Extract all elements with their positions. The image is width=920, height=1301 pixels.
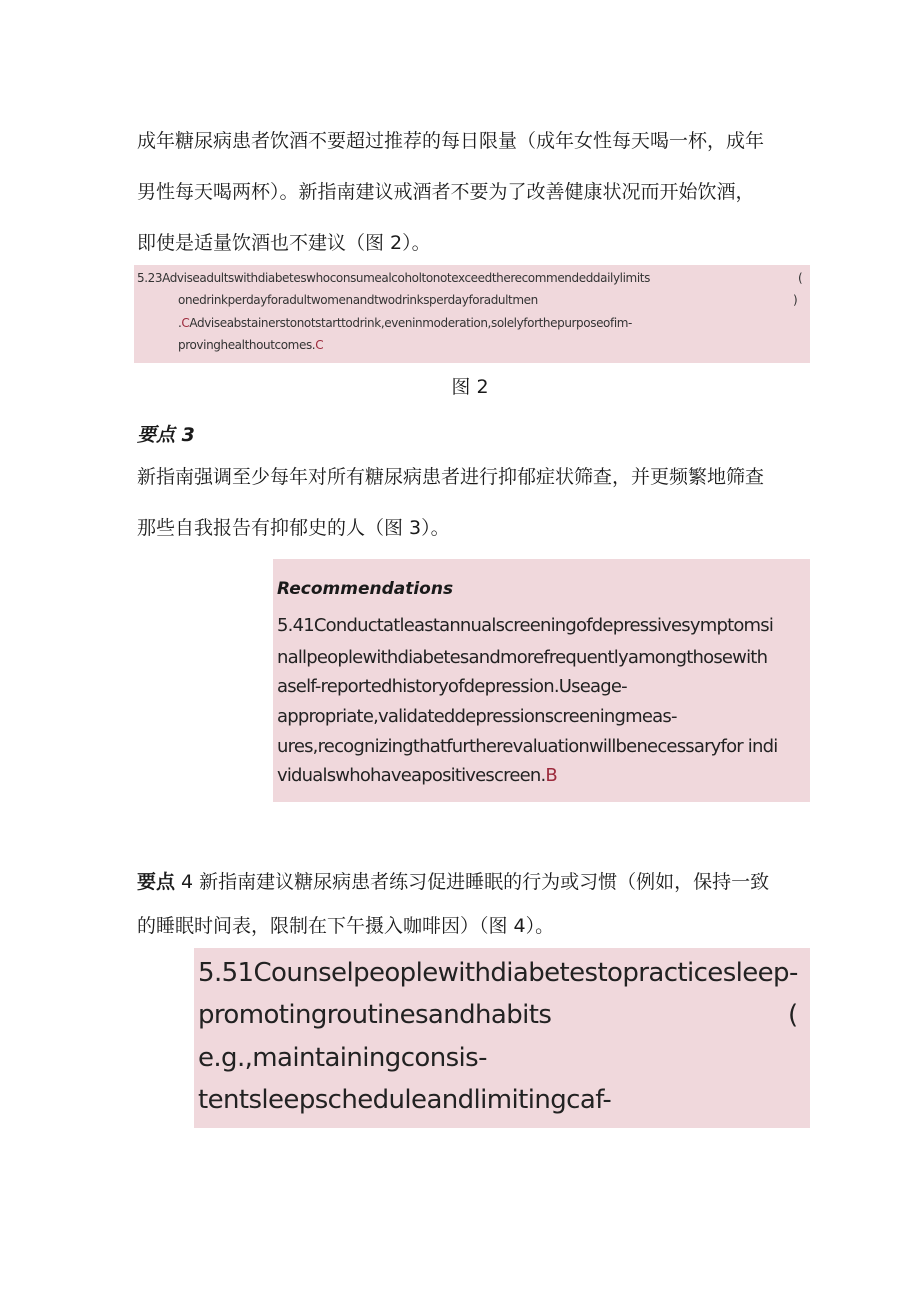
rec-line: e.g.,maintainingconsis- [198,1043,487,1073]
rec-line: aself-reportedhistoryofdepression.Useage- [277,676,627,697]
point-4-line: 要点 4 新指南建议糖尿病患者练习促进睡眠的行为或习惯（例如，保持一致 [137,871,770,893]
rec-line: appropriate,validateddepressionscreeningmeas- [277,706,677,727]
rec-line: nallpeoplewithdiabetesandmorefrequentlyamongthosewith [277,647,768,668]
point-4-line: 的睡眠时间表，限制在下午摄入咖啡因）（图 4）。 [137,915,555,937]
figure-2-recommendation-box [134,265,810,363]
rec-line: tentsleepscheduleandlimitingcaf- [198,1085,612,1115]
intro-line: 成年糖尿病患者饮酒不要超过推荐的每日限量（成年女性每天喝一杯，成年 [137,130,765,152]
rec-line: vidualswhohaveapositivescreen.B [277,765,557,786]
point-3-paragraph [137,452,802,554]
rec-line: provinghealthoutcomes.C [178,338,324,352]
point-3-line: 那些自我报告有抑郁史的人（图 3）。 [137,517,450,539]
recommendations-title: Recommendations [277,579,454,599]
point-3-line: 新指南强调至少每年对所有糖尿病患者进行抑郁症状筛查，并更频繁地筛查 [137,466,765,488]
figure-2-caption: 图 2 [451,376,489,398]
paren-close: ) [793,293,798,307]
figure-4-recommendation-box [194,948,810,1128]
point-4-paragraph [137,860,802,948]
rec-line: onedrinkperdayforadultwomenandtwodrinksperdayforadultmen [178,293,538,307]
intro-paragraph [137,116,802,269]
evidence-grade: C [181,316,190,330]
paren-open: ( [798,271,803,285]
rec-line: ures,recognizingthatfurtherevaluationwillbenecessaryfor indi [277,736,778,757]
rec-line: promotingroutinesandhabits [198,1000,552,1030]
rec-line: 5.23Adviseadultswithdiabeteswhoconsumealcoholtonotexceedtherecommendeddailylimits [137,271,650,285]
rec-line: .CAdviseabstainerstonotstarttodrink,eveninmoderation,solelyforthepurposeofim- [178,316,632,330]
intro-line: 即使是适量饮酒也不建议（图 2）。 [137,232,431,254]
evidence-grade: C [315,338,324,352]
figure-3-recommendation-box [273,559,810,802]
paren-open: ( [788,1000,798,1030]
rec-line: 5.41Conductatleastannualscreeningofdepressivesymptomsi [277,615,774,636]
rec-line: 5.51Counselpeoplewithdiabetestopracticesleep- [198,958,798,988]
point-4-label: 要点 [137,871,176,893]
point-3-heading: 要点 3 [137,424,195,446]
intro-line: 男性每天喝两杯）。新指南建议戒酒者不要为了改善健康状况而开始饮酒， [137,181,755,203]
evidence-grade: B [545,765,557,786]
